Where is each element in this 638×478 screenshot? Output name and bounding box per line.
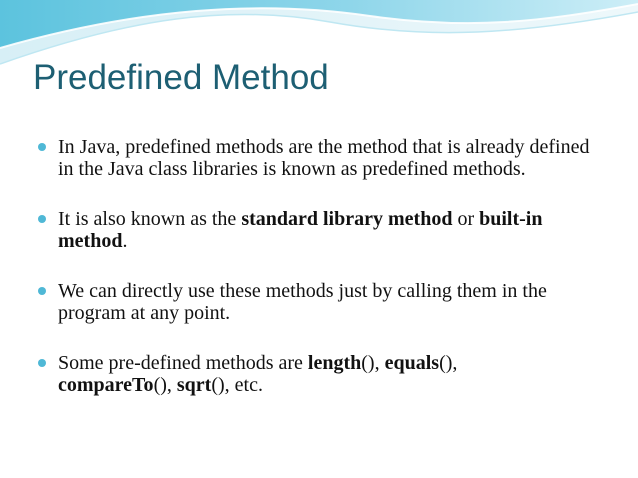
bullet-dot-icon bbox=[38, 359, 46, 367]
method-name: equals bbox=[384, 352, 440, 374]
bullet-text: (), etc. bbox=[211, 374, 263, 396]
bullet-dot-icon bbox=[38, 143, 46, 151]
method-name: length bbox=[307, 352, 362, 374]
bullet-text: (), bbox=[439, 352, 458, 374]
bullet-list bbox=[38, 136, 598, 396]
bullet-item bbox=[38, 280, 598, 324]
bullet-text: Some pre-defined methods are bbox=[58, 352, 308, 374]
bullet-text: (), bbox=[153, 374, 177, 396]
bullet-item bbox=[38, 352, 598, 396]
bold-term: built-in method bbox=[58, 208, 543, 252]
bold-term: standard library method bbox=[241, 208, 453, 230]
bullet-dot-icon bbox=[38, 215, 46, 223]
bullet-text: or bbox=[452, 208, 480, 230]
bullet-text: In Java, predefined methods are the method that is already defined in the Java class libraries is known as predefined methods. bbox=[58, 136, 590, 180]
method-name: compareTo bbox=[58, 374, 154, 396]
bullet-item bbox=[38, 208, 598, 252]
bullet-text: (), bbox=[361, 352, 385, 374]
method-name: sqrt bbox=[176, 374, 212, 396]
bullet-dot-icon bbox=[38, 287, 46, 295]
bullet-text: We can directly use these methods just by calling them in the program at any point. bbox=[58, 280, 547, 324]
bullet-item bbox=[38, 136, 598, 180]
slide-title: Predefined Method bbox=[33, 58, 329, 97]
bullet-text: . bbox=[122, 230, 128, 252]
bullet-text: It is also known as the bbox=[58, 208, 242, 230]
